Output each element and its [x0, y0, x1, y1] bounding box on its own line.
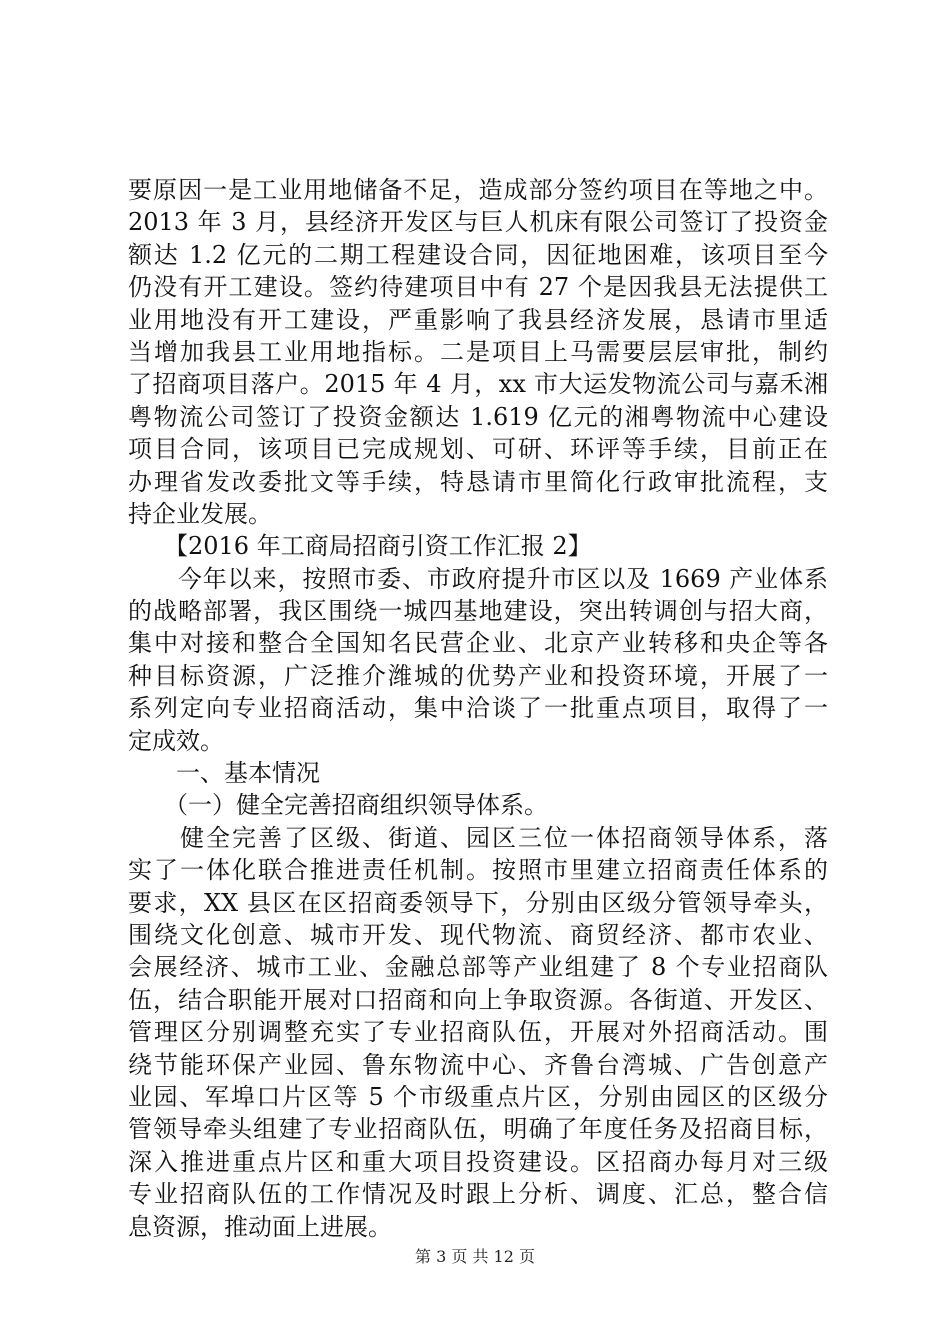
text-line: 业用地没有开工建设，严重影响了我县经济发展，恳请市里适	[128, 305, 828, 334]
text-line: 办理省发改委批文等手续，特恳请市里简化行政审批流程，支	[128, 467, 828, 496]
text-line: 持企业发展。	[128, 499, 272, 528]
text-line: 深入推进重点片区和重大项目投资建设。区招商办每月对三级	[128, 1147, 828, 1176]
subsection-heading: （一）健全完善招商组织领导体系。	[128, 791, 548, 820]
text-line: 管领导牵头组建了专业招商队伍，明确了年度任务及招商目标，	[128, 1115, 828, 1144]
document-body	[128, 174, 828, 1243]
text-line: 集中对接和整合全国知名民营企业、北京产业转移和央企等各	[128, 629, 828, 658]
section-heading: 【2016 年工商局招商引资工作汇报 2】	[128, 532, 592, 561]
text-line: 绕节能环保产业园、鲁东物流中心、齐鲁台湾城、广告创意产	[128, 1050, 828, 1079]
text-line: 项目合同，该项目已完成规划、可研、环评等手续，目前正在	[128, 435, 828, 464]
text-line: 仍没有开工建设。签约待建项目中有 27 个是因我县无法提供工	[128, 273, 828, 302]
text-line: 息资源，推动面上进展。	[128, 1212, 392, 1241]
text-line: 今年以来，按照市委、市政府提升市区以及 1669 产业体系	[128, 564, 828, 593]
page-footer: 第 3 页 共 12 页	[415, 1247, 535, 1266]
text-line: 健全完善了区级、街道、园区三位一体招商领导体系，落	[128, 823, 828, 852]
text-line: 额达 1.2 亿元的二期工程建设合同，因征地困难，该项目至今	[128, 240, 828, 269]
text-line: 定成效。	[128, 726, 224, 755]
text-line: 系列定向专业招商活动，集中洽谈了一批重点项目，取得了一	[128, 694, 828, 723]
text-line: 种目标资源，广泛推介潍城的优势产业和投资环境，开展了一	[128, 661, 828, 690]
text-line: 管理区分别调整充实了专业招商队伍，开展对外招商活动。围	[128, 1018, 828, 1047]
text-line: 会展经济、城市工业、金融总部等产业组建了 8 个专业招商队	[128, 953, 828, 982]
text-line: 2013 年 3 月，县经济开发区与巨人机床有限公司签订了投资金	[128, 208, 828, 237]
section-heading: 一、基本情况	[128, 759, 320, 788]
text-line: 伍，结合职能开展对口招商和向上争取资源。各街道、开发区、	[128, 985, 828, 1014]
text-line: 专业招商队伍的工作情况及时跟上分析、调度、汇总，整合信	[128, 1180, 828, 1209]
text-line: 要求，XX 县区在区招商委领导下，分别由区级分管领导牵头，	[128, 888, 828, 917]
text-line: 围绕文化创意、城市开发、现代物流、商贸经济、都市农业、	[128, 920, 828, 949]
text-line: 了招商项目落户。2015 年 4 月，xx 市大运发物流公司与嘉禾湘	[128, 370, 828, 399]
text-line: 要原因一是工业用地储备不足，造成部分签约项目在等地之中。	[128, 176, 828, 204]
text-line: 的战略部署，我区围绕一城四基地建设，突出转调创与招大商，	[128, 597, 828, 626]
text-line: 实了一体化联合推进责任机制。按照市里建立招商责任体系的	[128, 856, 828, 885]
text-line: 粤物流公司签订了投资金额达 1.619 亿元的湘粤物流中心建设	[128, 402, 828, 431]
text-line: 当增加我县工业用地指标。二是项目上马需要层层审批，制约	[128, 337, 828, 366]
text-line: 业园、军埠口片区等 5 个市级重点片区，分别由园区的区级分	[128, 1082, 828, 1111]
